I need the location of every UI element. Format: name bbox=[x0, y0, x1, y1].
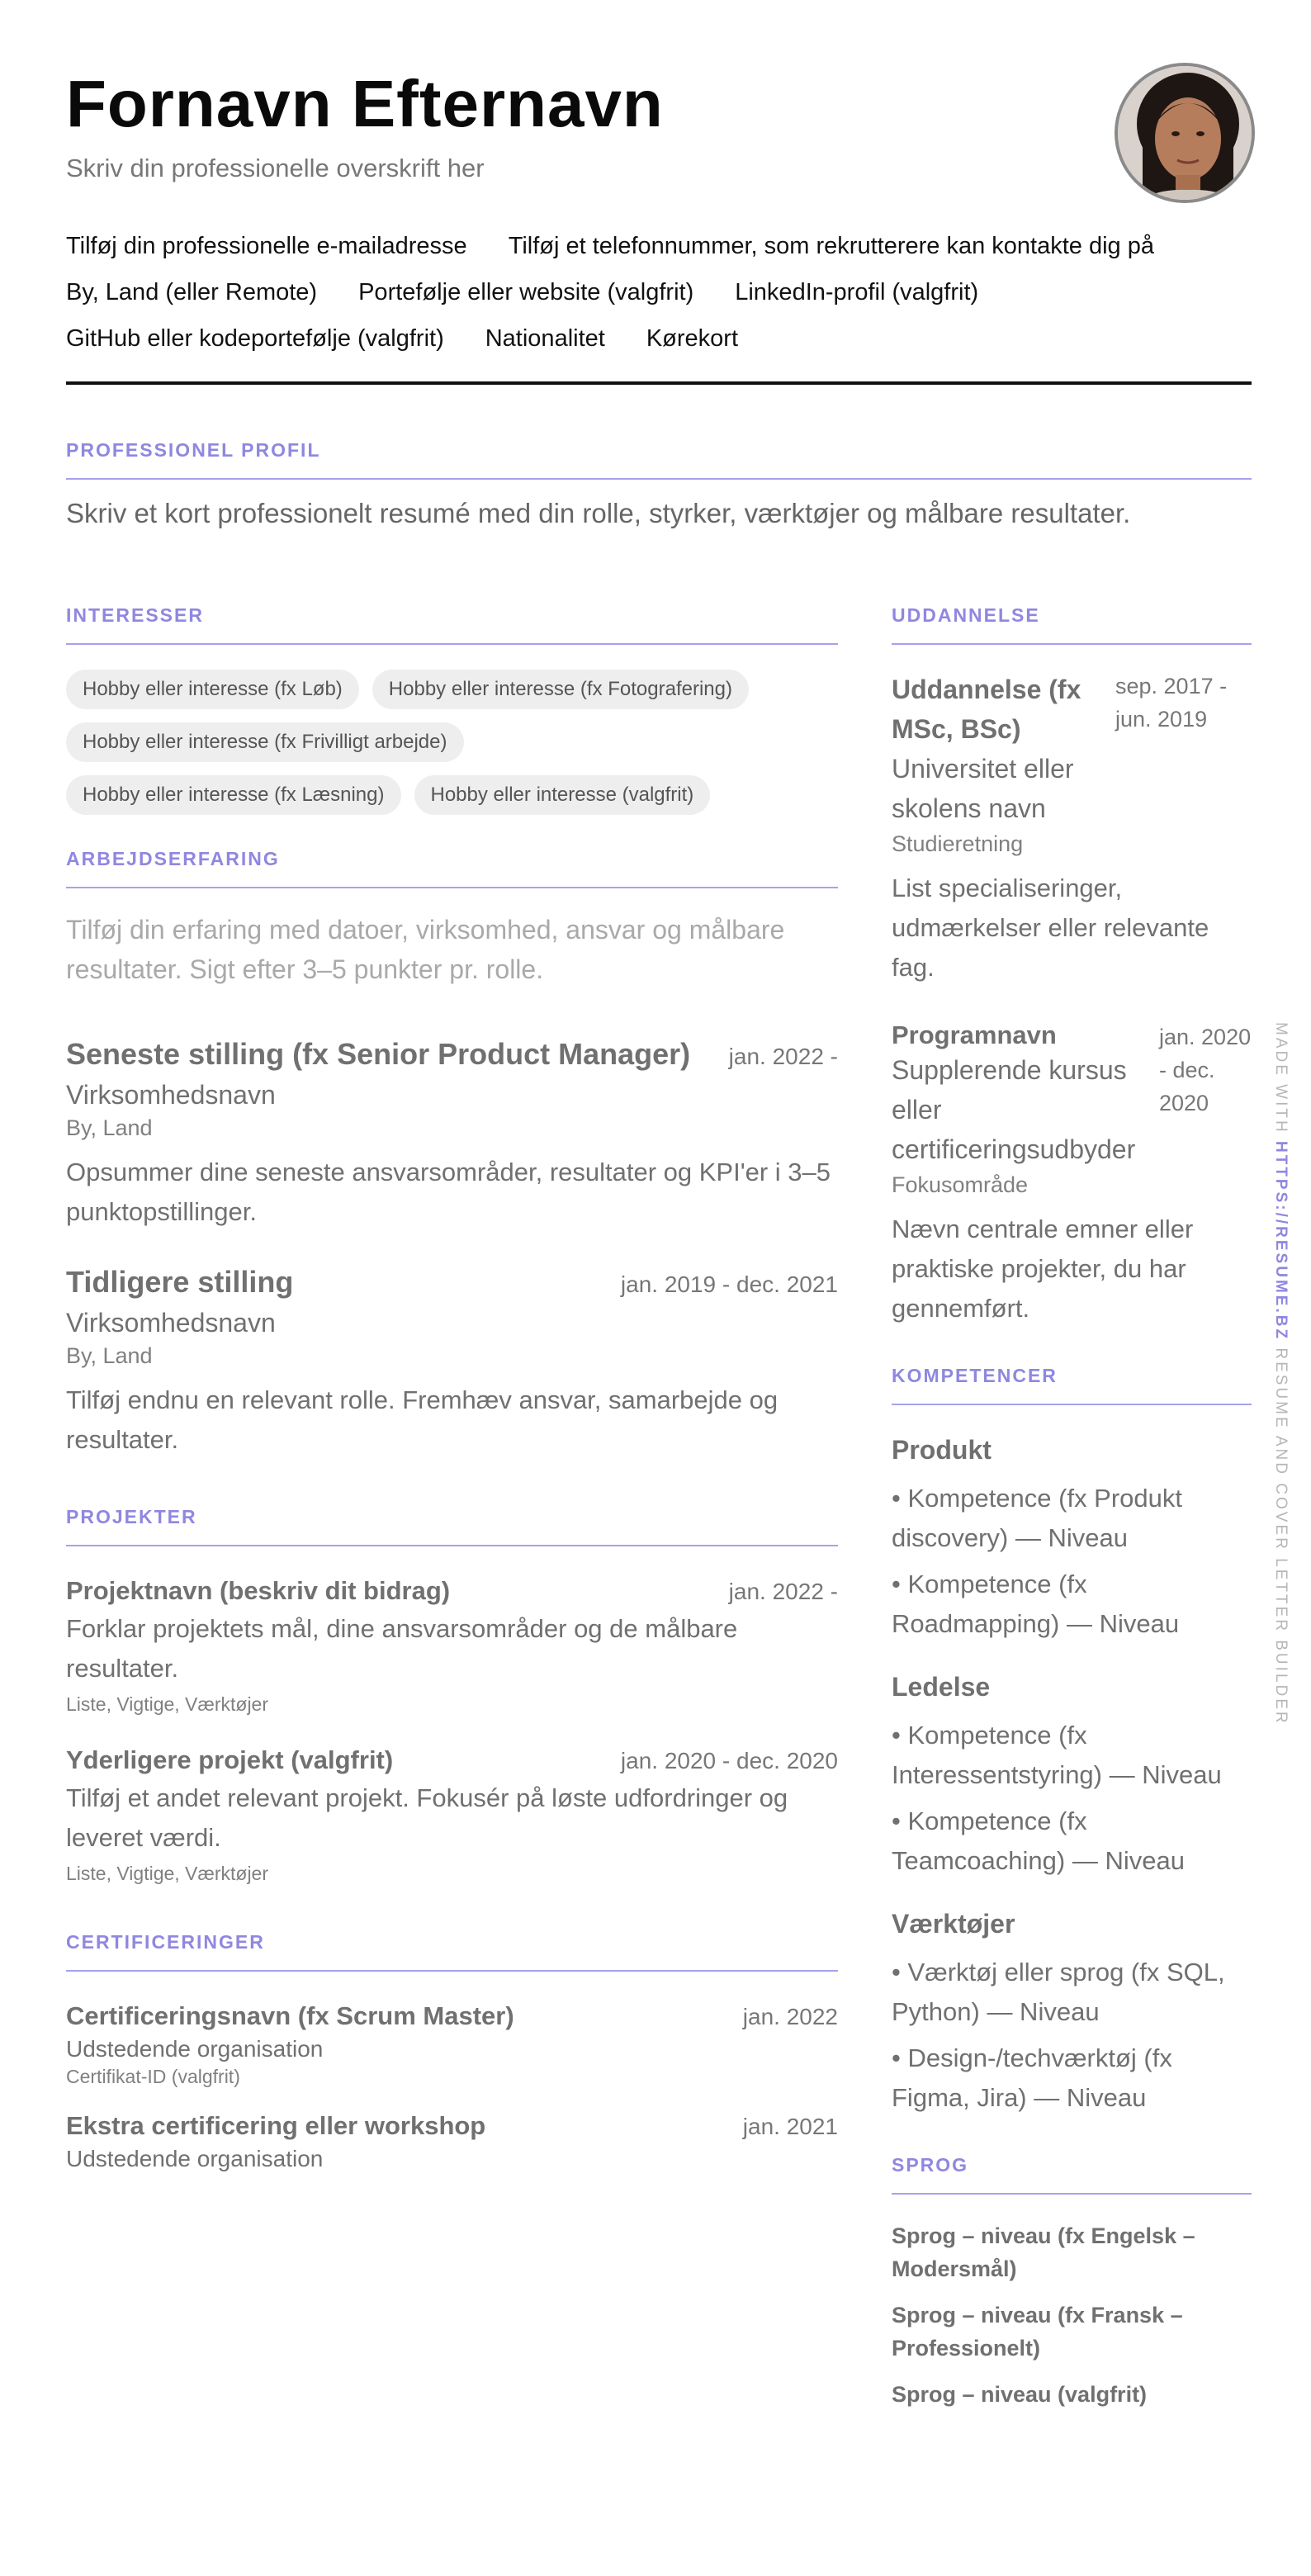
location-field: By, Land (eller Remote) bbox=[66, 278, 318, 305]
certification-title: Ekstra certificering eller workshop bbox=[66, 2111, 486, 2140]
portfolio-link[interactable]: Portefølje eller website (valgfrit) bbox=[358, 278, 694, 305]
section-title: UDDANNELSE bbox=[892, 604, 1040, 626]
interest-chip: Hobby eller interesse (fx Løb) bbox=[66, 670, 359, 709]
project-description: Tilføj et andet relevant projekt. Fokusér på løste udfordringer og leveret værdi. bbox=[66, 1783, 788, 1852]
skill-item: • Kompetence (fx Interessentstyring) — Niveau bbox=[892, 1721, 1222, 1789]
project-title: Yderligere projekt (valgfrit) bbox=[66, 1745, 394, 1774]
company-name: Virksomhedsnavn bbox=[66, 1080, 276, 1110]
certification-date: jan. 2021 bbox=[742, 2114, 838, 2139]
education-date: jan. 2020 - dec. 2020 bbox=[1159, 1025, 1252, 1115]
section-title: ARBEJDSERFARING bbox=[66, 848, 280, 869]
education-entry bbox=[892, 670, 1252, 987]
company-name: Virksomhedsnavn bbox=[66, 1308, 276, 1338]
job-entry bbox=[66, 1037, 838, 1232]
section-divider bbox=[892, 643, 1252, 645]
languages-section bbox=[892, 2154, 1252, 2411]
interest-chip: Hobby eller interesse (fx Fotografering) bbox=[372, 670, 749, 709]
language-item: Sprog – niveau (fx Engelsk – Modersmål) bbox=[892, 2223, 1195, 2281]
certification-title: Certificeringsnavn (fx Scrum Master) bbox=[66, 2001, 514, 2030]
projects-section bbox=[66, 1506, 838, 1885]
education-section bbox=[892, 604, 1252, 1328]
education-entry bbox=[892, 1020, 1252, 1328]
project-title: Projektnavn (beskriv dit bidrag) bbox=[66, 1576, 451, 1605]
portrait-image bbox=[1118, 66, 1255, 203]
project-date: jan. 2022 - bbox=[728, 1579, 838, 1604]
skill-item: • Kompetence (fx Teamcoaching) — Niveau bbox=[892, 1807, 1185, 1875]
nationality-field: Nationalitet bbox=[485, 324, 605, 352]
section-divider bbox=[66, 643, 838, 645]
contact-row bbox=[66, 223, 1252, 269]
profile-summary: Skriv et kort professionelt resumé med din rolle, styrker, værktøjer og målbare resultater. bbox=[66, 498, 1131, 528]
certification-date: jan. 2022 bbox=[742, 2004, 838, 2029]
degree-title: Uddannelse (fx MSc, BSc) bbox=[892, 675, 1081, 744]
certificate-id: Certifikat-ID (valgfrit) bbox=[66, 2066, 240, 2087]
contact-row bbox=[66, 269, 1252, 315]
section-title: INTERESSER bbox=[66, 604, 204, 626]
project-description: Forklar projektets mål, dine ansvarsområder og de målbare resultater. bbox=[66, 1614, 738, 1683]
watermark-prefix: MADE WITH bbox=[1272, 1022, 1290, 1134]
skill-group-title: Produkt bbox=[892, 1435, 992, 1465]
education-date: sep. 2017 - jun. 2019 bbox=[1115, 674, 1228, 732]
skill-item: • Design-/techværktøj (fx Figma, Jira) — Niveau bbox=[892, 2043, 1172, 2112]
job-title: Seneste stilling (fx Senior Product Manager) bbox=[66, 1037, 691, 1071]
section-divider bbox=[66, 887, 838, 888]
section-divider bbox=[892, 1404, 1252, 1405]
job-location: By, Land bbox=[66, 1115, 153, 1140]
job-description: Opsummer dine seneste ansvarsområder, resultater og KPI'er i 3–5 punktopstillinger. bbox=[66, 1158, 831, 1226]
section-title: KOMPETENCER bbox=[892, 1365, 1058, 1386]
phone-field[interactable]: Tilføj et telefonnummer, som rekrutterere kan kontakte dig på bbox=[508, 232, 1154, 259]
interest-chips bbox=[66, 670, 838, 815]
watermark-link[interactable]: HTTPS://RESUME.BZ bbox=[1272, 1141, 1290, 1342]
job-date: jan. 2022 - bbox=[728, 1044, 838, 1069]
section-divider bbox=[66, 478, 1252, 480]
interest-chip: Hobby eller interesse (valgfrit) bbox=[414, 775, 711, 815]
job-title: Tidligere stilling bbox=[66, 1265, 294, 1299]
education-description: Nævn centrale emner eller praktiske projekter, du har gennemført. bbox=[892, 1215, 1194, 1323]
interest-chip: Hobby eller interesse (fx Frivilligt arbejde) bbox=[66, 722, 464, 762]
certification-entry bbox=[66, 2001, 838, 2088]
language-item: Sprog – niveau (fx Fransk – Professionelt) bbox=[892, 2303, 1183, 2361]
certification-entry bbox=[66, 2111, 838, 2172]
school-name: Universitet eller skolens navn bbox=[892, 754, 1074, 823]
issuing-organization: Udstedende organisation bbox=[66, 2036, 324, 2062]
field-of-study: Studieretning bbox=[892, 831, 1024, 856]
project-date: jan. 2020 - dec. 2020 bbox=[620, 1748, 838, 1773]
provider-name: Supplerende kursus eller certificeringsudbyder bbox=[892, 1055, 1136, 1164]
experience-section bbox=[66, 848, 838, 1460]
header-divider bbox=[66, 381, 1252, 385]
github-link[interactable]: GitHub eller kodeportefølje (valgfrit) bbox=[66, 324, 444, 352]
job-location: By, Land bbox=[66, 1343, 153, 1368]
issuing-organization: Udstedende organisation bbox=[66, 2146, 324, 2171]
section-title: CERTIFICERINGER bbox=[66, 1931, 265, 1953]
skill-item: • Værktøj eller sprog (fx SQL, Python) — Niveau bbox=[892, 1958, 1225, 2026]
skill-item: • Kompetence (fx Roadmapping) — Niveau bbox=[892, 1570, 1180, 1638]
professional-headline: Skriv din professionelle overskrift her bbox=[66, 154, 485, 182]
skill-item: • Kompetence (fx Produkt discovery) — Niveau bbox=[892, 1484, 1183, 1552]
program-title: Programnavn bbox=[892, 1020, 1057, 1049]
made-with-watermark bbox=[1271, 1022, 1290, 1726]
project-tags: Liste, Vigtige, Værktøjer bbox=[66, 1863, 269, 1884]
job-entry bbox=[66, 1265, 838, 1460]
language-item: Sprog – niveau (valgfrit) bbox=[892, 2382, 1148, 2407]
drivers-license-field: Kørekort bbox=[646, 324, 739, 352]
email-field[interactable]: Tilføj din professionelle e-mailadresse bbox=[66, 232, 467, 259]
watermark-suffix: RESUME AND COVER LETTER BUILDER bbox=[1272, 1347, 1290, 1726]
project-entry bbox=[66, 1745, 838, 1885]
section-divider bbox=[66, 1545, 838, 1546]
experience-intro: Tilføj din erfaring med datoer, virksomhed, ansvar og målbare resultater. Sigt efter 3–5 punkter pr. rolle. bbox=[66, 915, 785, 984]
interest-chip: Hobby eller interesse (fx Læsning) bbox=[66, 775, 401, 815]
skill-group-title: Værktøjer bbox=[892, 1909, 1015, 1939]
section-title: PROFESSIONEL PROFIL bbox=[66, 439, 321, 461]
section-title: SPROG bbox=[892, 2154, 969, 2176]
interests-section bbox=[66, 604, 838, 815]
job-description: Tilføj endnu en relevant rolle. Fremhæv ansvar, samarbejde og resultater. bbox=[66, 1385, 779, 1454]
education-description: List specialiseringer, udmærkelser eller relevante fag. bbox=[892, 874, 1209, 982]
section-title: PROJEKTER bbox=[66, 1506, 197, 1527]
left-column bbox=[66, 604, 838, 2172]
contact-row bbox=[66, 315, 1252, 362]
skill-group-title: Ledelse bbox=[892, 1672, 991, 1702]
profile-section bbox=[66, 439, 1252, 529]
project-tags: Liste, Vigtige, Værktøjer bbox=[66, 1693, 269, 1715]
linkedin-link[interactable]: LinkedIn-profil (valgfrit) bbox=[735, 278, 979, 305]
skills-section bbox=[892, 1365, 1252, 2118]
section-divider bbox=[66, 1970, 838, 1972]
job-date: jan. 2019 - dec. 2021 bbox=[620, 1271, 838, 1297]
candidate-name: Fornavn Efternavn bbox=[66, 67, 664, 140]
project-entry bbox=[66, 1576, 838, 1716]
certifications-section bbox=[66, 1931, 838, 2172]
contact-info bbox=[66, 223, 1252, 362]
section-divider bbox=[892, 2193, 1252, 2195]
focus-area: Fokusområde bbox=[892, 1172, 1029, 1197]
avatar bbox=[1115, 63, 1255, 203]
right-column bbox=[892, 604, 1252, 2411]
